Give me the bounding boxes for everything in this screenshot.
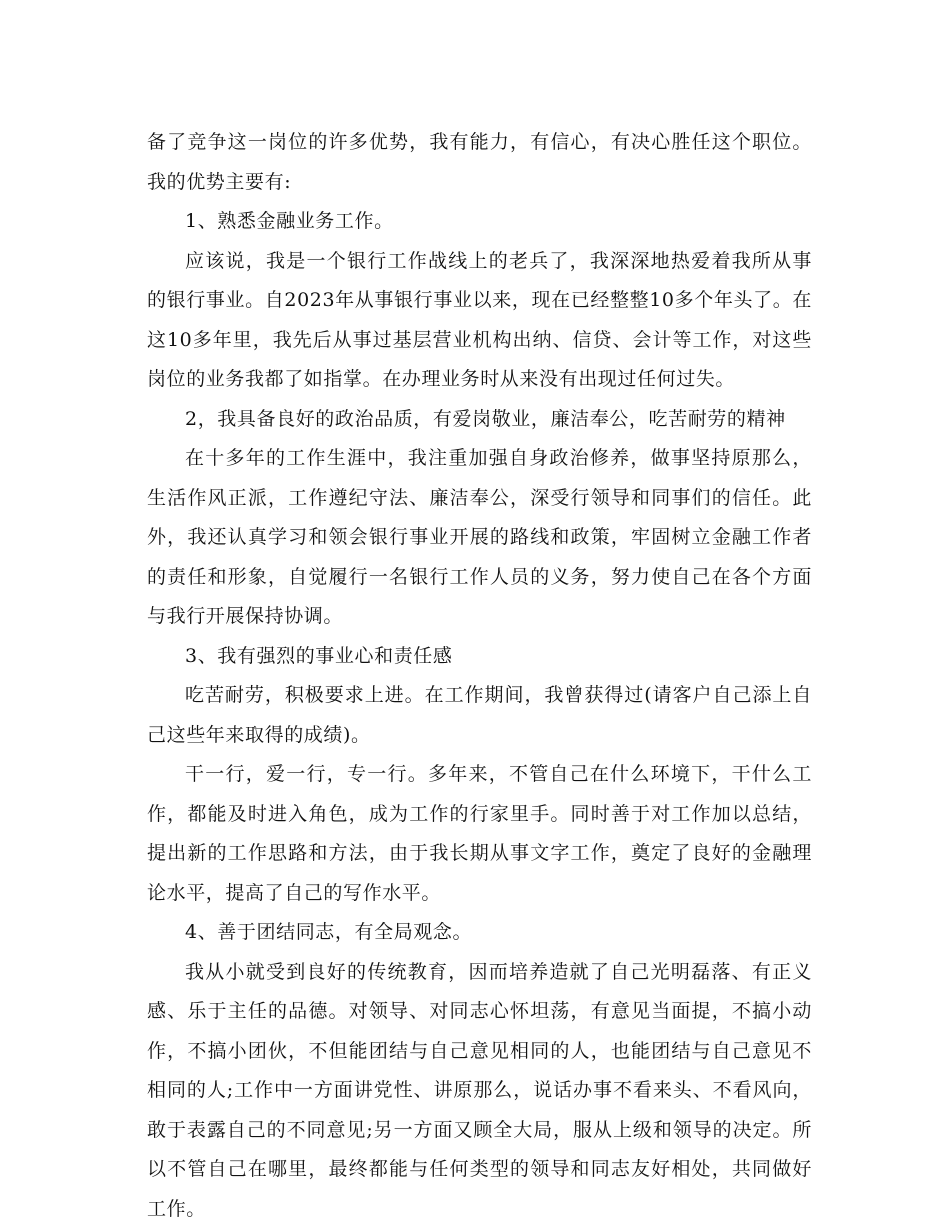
- heading-finance-familiarity: 1、熟悉金融业务工作。: [185, 210, 394, 232]
- heading-political-quality: 2，我具备良好的政治品质，有爱岗敬业，廉洁奉公，吃苦耐劳的精神: [185, 407, 786, 430]
- paragraph-banking-experience: 应该说，我是一个银行工作战线上的老兵了，我深深地热爱着我所从事的银行事业。自2023年从事银行事业以来，现在已经整整10多个年头了。在这10多年里，我先后从事过基层营业机构出纳、信贷、会计等工作，对这些岗位的业务我都了如指掌。在办理业务时从来没有出现过任何过失。: [147, 249, 812, 390]
- heading-career-dedication: 3、我有强烈的事业心和责任感: [185, 644, 453, 667]
- paragraph-political-cultivation: 在十多年的工作生涯中，我注重加强自身政治修养，做事坚持原那么，生活作风正派，工作遵纪守法、廉洁奉公，深受行领导和同事们的信任。此外，我还认真学习和领会银行事业开展的路线和政策，牢固树立金融工作者的责任和形象，自觉履行一名银行工作人员的义务，努力使自己在各个方面与我行开展保持协调。: [147, 447, 812, 627]
- paragraph-professional-expertise: 干一行，爱一行，专一行。多年来，不管自己在什么环境下，干什么工作，都能及时进入角色，成为工作的行家里手。同时善于对工作加以总结，提出新的工作思路和方法，由于我长期从事文字工作，奠定了良好的金融理论水平，提高了自己的写作水平。: [147, 763, 812, 904]
- document-body: [147, 123, 812, 1229]
- paragraph-teamwork-character: 我从小就受到良好的传统教育，因而培养造就了自己光明磊落、有正义感、乐于主任的品德。对领导、对同志心怀坦荡，有意见当面提，不搞小动作，不搞小团伙，不但能团结与自己意见相同的人，也能团结与自己意见不相同的人;工作中一方面讲党性、讲原那么，说话办事不看来头、不看风向，敢于表露自己的不同意见;另一方面又顾全大局，服从上级和领导的决定。所以不管自己在哪里，最终都能与任何类型的领导和同志友好相处，共同做好工作。: [147, 960, 812, 1220]
- heading-teamwork: 4、善于团结同志，有全局观念。: [185, 921, 473, 943]
- paragraph-achievements: 吃苦耐劳，积极要求上进。在工作期间，我曾获得过(请客户自己添上自己这些年来取得的成绩)。: [147, 684, 812, 746]
- paragraph-advantages-intro: 备了竞争这一岗位的许多优势，我有能力，有信心，有决心胜任这个职位。我的优势主要有:: [147, 131, 812, 193]
